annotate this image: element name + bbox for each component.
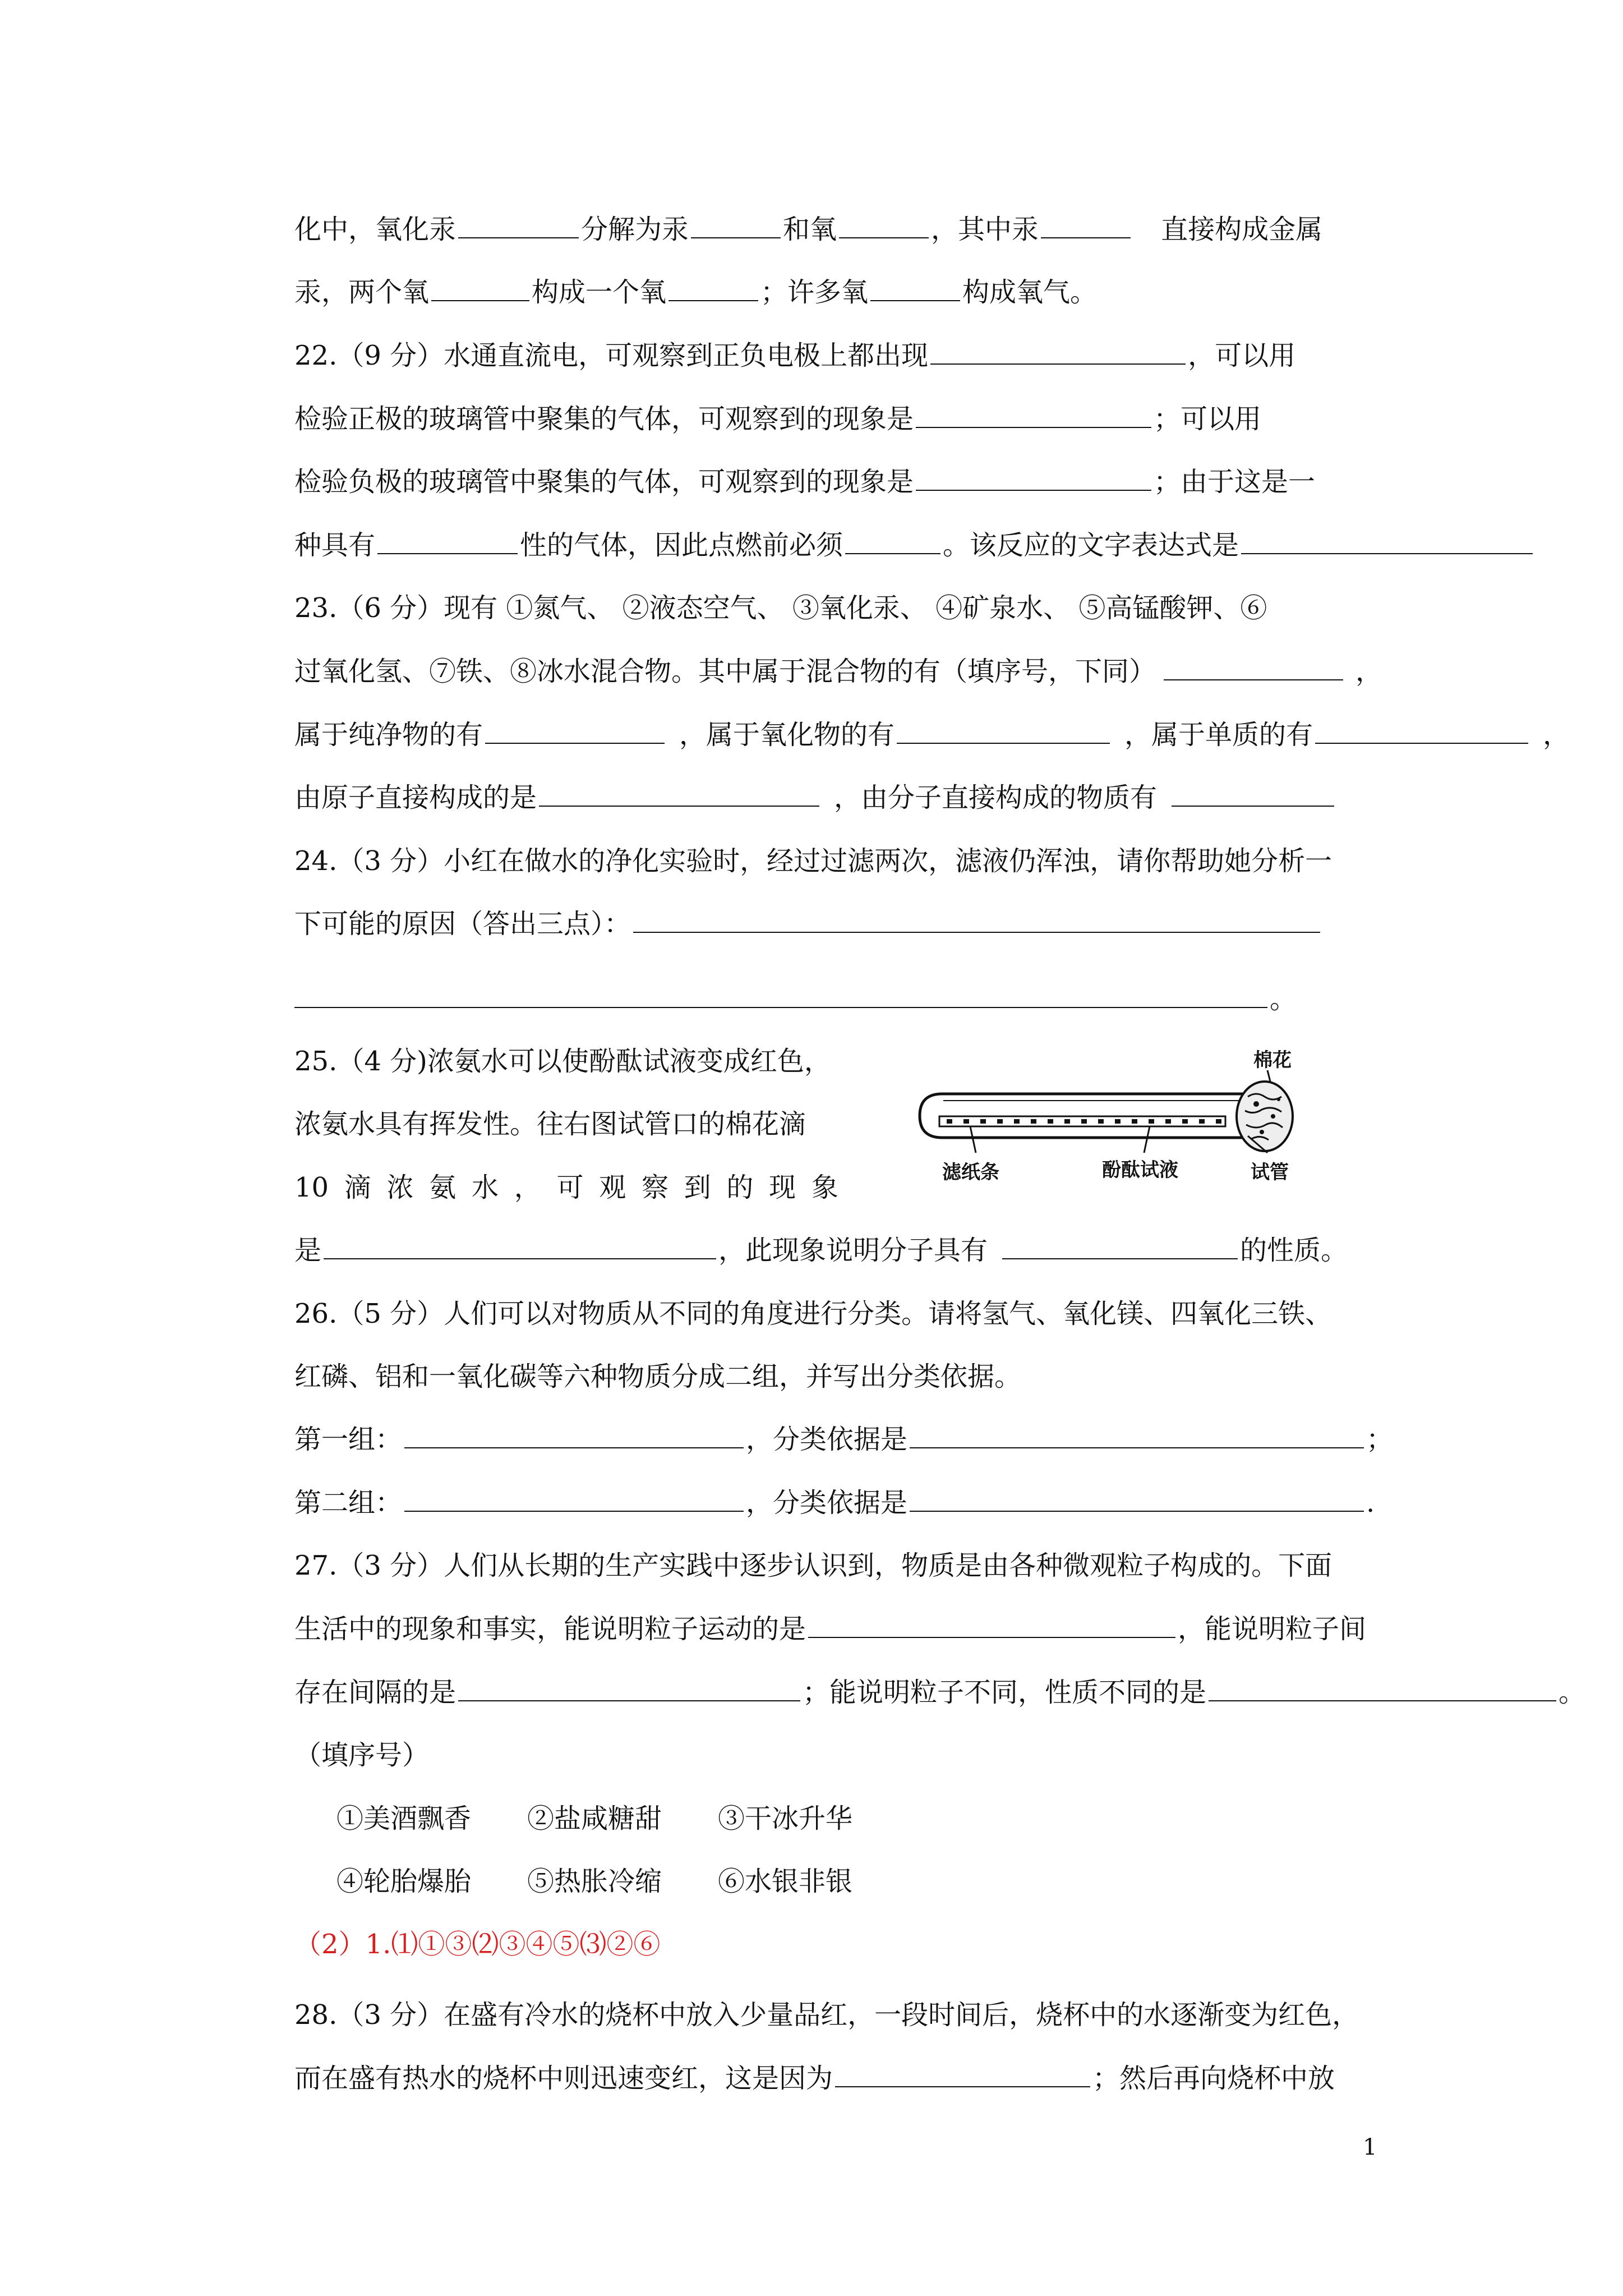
text: ，属于单质的有 [1124, 719, 1313, 751]
text: 红磷、铝和一氧化碳等六种物质分成二组，并写出分类依据。 [294, 1361, 1022, 1392]
blank[interactable] [458, 237, 579, 238]
text: . [1366, 1487, 1375, 1519]
blank[interactable] [633, 932, 1320, 933]
text: 化中，氧化汞 [294, 214, 457, 245]
question-25-line-1 [294, 1048, 831, 1075]
text: 的性质。 [1240, 1235, 1348, 1266]
text: 第一组： [294, 1424, 403, 1455]
text: ， [1543, 719, 1570, 751]
text: 滴 [344, 1172, 371, 1203]
question-26-line-1 [294, 1300, 1332, 1327]
text: ，属于氧化物的有 [679, 719, 895, 751]
question-27-options-1 [336, 1805, 852, 1832]
cotton-plug [1237, 1082, 1293, 1151]
blank[interactable] [839, 237, 929, 238]
label-test-tube: 试管 [1251, 1161, 1289, 1184]
text: 24.（3 分）小红在做水的净化实验时，经过过滤两次，滤液仍浑浊，请你帮助她分析一 [294, 845, 1332, 877]
blank[interactable] [485, 743, 665, 744]
blank[interactable] [377, 553, 518, 554]
blank[interactable] [916, 427, 1151, 428]
blank[interactable] [1172, 806, 1334, 807]
text: ，能说明粒子间 [1178, 1613, 1367, 1645]
text: ；许多氧 [760, 277, 869, 308]
text: 氨 [429, 1172, 457, 1203]
blank[interactable] [930, 364, 1186, 365]
blank[interactable] [1315, 743, 1528, 744]
question-25-line-3 [294, 1174, 838, 1201]
option-6: ⑥水银非银 [718, 1866, 853, 1897]
question-22-line-2 [294, 403, 1262, 435]
leader-phenol [1144, 1126, 1150, 1153]
blank[interactable] [294, 1007, 1267, 1008]
text: 。 [1270, 983, 1297, 1015]
blank[interactable] [431, 300, 529, 301]
question-25-line-2 [294, 1108, 806, 1140]
text: 27.（3 分）人们从长期的生产实践中逐步认识到，物质是由各种微观粒子构成的。下面 [294, 1550, 1332, 1581]
text: ， [1355, 656, 1383, 687]
question-26-group-2 [294, 1487, 1375, 1519]
text: 分解为汞 [581, 214, 689, 245]
text: ；由于这是一 [1154, 466, 1316, 498]
text: 28.（3 分）在盛有冷水的烧杯中放入少量品红，一段时间后，烧杯中的水逐渐变为红色， [294, 1999, 1359, 2031]
blank[interactable] [324, 1258, 716, 1259]
blank[interactable] [404, 1511, 744, 1512]
blank[interactable] [835, 2086, 1090, 2087]
leader-cotton [1267, 1070, 1270, 1082]
text: 观 [599, 1172, 626, 1203]
page-number: 1 [1363, 2134, 1377, 2160]
text: 是 [294, 1235, 322, 1266]
blank[interactable] [808, 1637, 1175, 1638]
question-24-line-1 [294, 845, 1332, 877]
text: ，由分子直接构成的物质有 [834, 782, 1158, 813]
text: 。 [1559, 1677, 1586, 1708]
text: 25.（4 分)浓氨水可以使酚酞试液变成红色， [294, 1046, 831, 1077]
text: 检验负极的玻璃管中聚集的气体，可观察到的现象是 [294, 466, 914, 498]
text: 属于纯净物的有 [294, 719, 483, 751]
text: 察 [641, 1172, 668, 1203]
option-5: ⑤热胀冷缩 [527, 1866, 662, 1897]
blank[interactable] [897, 743, 1110, 744]
text: 检验正极的玻璃管中聚集的气体，可观察到的现象是 [294, 403, 914, 435]
question-23-line-4 [294, 784, 1336, 811]
blank[interactable] [845, 553, 940, 554]
answer-text: （2）1.⑴①③⑵③④⑤⑶②⑥ [294, 1929, 661, 1960]
blank[interactable] [870, 300, 960, 301]
question-27-hint [294, 1742, 429, 1769]
blank[interactable] [458, 1700, 800, 1701]
option-4: ④轮胎爆胎 [336, 1866, 472, 1897]
text: 可 [556, 1172, 584, 1203]
text: ，此现象说明分子具有 [718, 1235, 988, 1266]
text: 的 [726, 1172, 754, 1203]
text: ，其中汞 [931, 214, 1039, 245]
question-25-line-4 [294, 1237, 1348, 1264]
line-1 [294, 216, 1322, 243]
question-28-line-2 [294, 2065, 1335, 2092]
text: ； [1366, 1424, 1394, 1455]
text: 和氧 [783, 214, 837, 245]
option-2: ②盐咸糖甜 [527, 1803, 662, 1834]
text: 构成一个氧 [532, 277, 667, 308]
question-27-line-1 [294, 1552, 1332, 1579]
text: 存在间隔的是 [294, 1677, 457, 1708]
text: ；能说明粒子不同，性质不同的是 [803, 1677, 1207, 1708]
option-3: ③干冰升华 [718, 1803, 853, 1834]
label-phenolphthalein: 酚酞试液 [1102, 1159, 1178, 1181]
blank[interactable] [539, 806, 819, 807]
text: 汞，两个氧 [294, 277, 430, 308]
text: 。该反应的文字表达式是 [943, 530, 1239, 561]
text: ；可以用 [1154, 403, 1262, 435]
text: ，分类依据是 [746, 1424, 908, 1455]
text: 种具有 [294, 530, 376, 561]
answer-line [294, 1931, 660, 1958]
text: 26.（5 分）人们可以对物质从不同的角度进行分类。请将氢气、氧化镁、四氧化三铁、 [294, 1298, 1332, 1329]
blank[interactable] [1041, 237, 1131, 238]
text: （填序号） [294, 1740, 430, 1771]
label-cotton: 棉花 [1253, 1049, 1292, 1071]
text: 现 [769, 1172, 796, 1203]
blank[interactable] [1164, 679, 1343, 680]
label-filter-paper: 滤纸条 [942, 1161, 999, 1184]
question-26-group-1 [294, 1426, 1393, 1453]
leader-filter [970, 1126, 976, 1153]
text: ；然后再向烧杯中放 [1092, 2063, 1335, 2094]
line-2 [294, 279, 1097, 306]
text: 构成氧气。 [962, 277, 1098, 308]
test-tube-diagram [909, 1032, 1312, 1195]
text: 由原子直接构成的是 [294, 782, 537, 813]
text: 而在盛有热水的烧杯中则迅速变红，这是因为 [294, 2063, 833, 2094]
blank[interactable] [691, 237, 781, 238]
text: 10 [294, 1172, 329, 1203]
text: 性的气体，因此点燃前必须 [520, 530, 843, 561]
question-22-line-1 [294, 342, 1295, 369]
blank[interactable] [916, 490, 1151, 491]
blank[interactable] [404, 1447, 744, 1448]
text: 22.（9 分）水通直流电，可观察到正负电极上都出现 [294, 340, 929, 371]
blank[interactable] [910, 1511, 1364, 1512]
text: 23.（6 分）现有 ①氮气、 ②液态空气、 ③氧化汞、 ④矿泉水、 ⑤高锰酸钾、⑥ [294, 592, 1267, 624]
text: 直接构成金属 [1161, 214, 1323, 245]
text: ， [514, 1172, 541, 1203]
text: 象 [811, 1172, 838, 1203]
blank[interactable] [668, 300, 758, 301]
question-27-options-2 [336, 1868, 852, 1895]
text: 下可能的原因（答出三点）： [294, 908, 631, 940]
question-26-line-2 [294, 1363, 1021, 1390]
text: 浓氨水具有挥发性。往右图试管口的棉花滴 [294, 1108, 806, 1140]
blank[interactable] [1209, 1700, 1556, 1701]
question-22-line-3 [294, 466, 1316, 498]
text: 水 [472, 1172, 499, 1203]
question-24-line-3 [294, 983, 1297, 1015]
text: 第二组： [294, 1487, 403, 1519]
text: 生活中的现象和事实，能说明粒子运动的是 [294, 1613, 806, 1645]
blank[interactable] [910, 1447, 1364, 1448]
question-23-line-3 [294, 719, 1570, 751]
question-24-line-2 [294, 908, 1322, 940]
text: 到 [684, 1172, 711, 1203]
question-22-line-4 [294, 532, 1535, 559]
question-28-line-1 [294, 1999, 1359, 2031]
blank[interactable] [1002, 1258, 1238, 1259]
blank[interactable] [1241, 553, 1533, 554]
text: ，分类依据是 [746, 1487, 908, 1519]
question-27-line-3 [294, 1679, 1585, 1706]
text: 浓 [386, 1172, 414, 1203]
text: 过氧化氢、⑦铁、⑧冰水混合物。其中属于混合物的有（填序号，下同） [294, 656, 1156, 687]
question-23-line-2 [294, 658, 1382, 685]
option-1: ①美酒飘香 [336, 1803, 472, 1834]
question-23-line-1 [294, 592, 1267, 624]
question-27-line-2 [294, 1613, 1367, 1645]
text: ，可以用 [1188, 340, 1296, 371]
